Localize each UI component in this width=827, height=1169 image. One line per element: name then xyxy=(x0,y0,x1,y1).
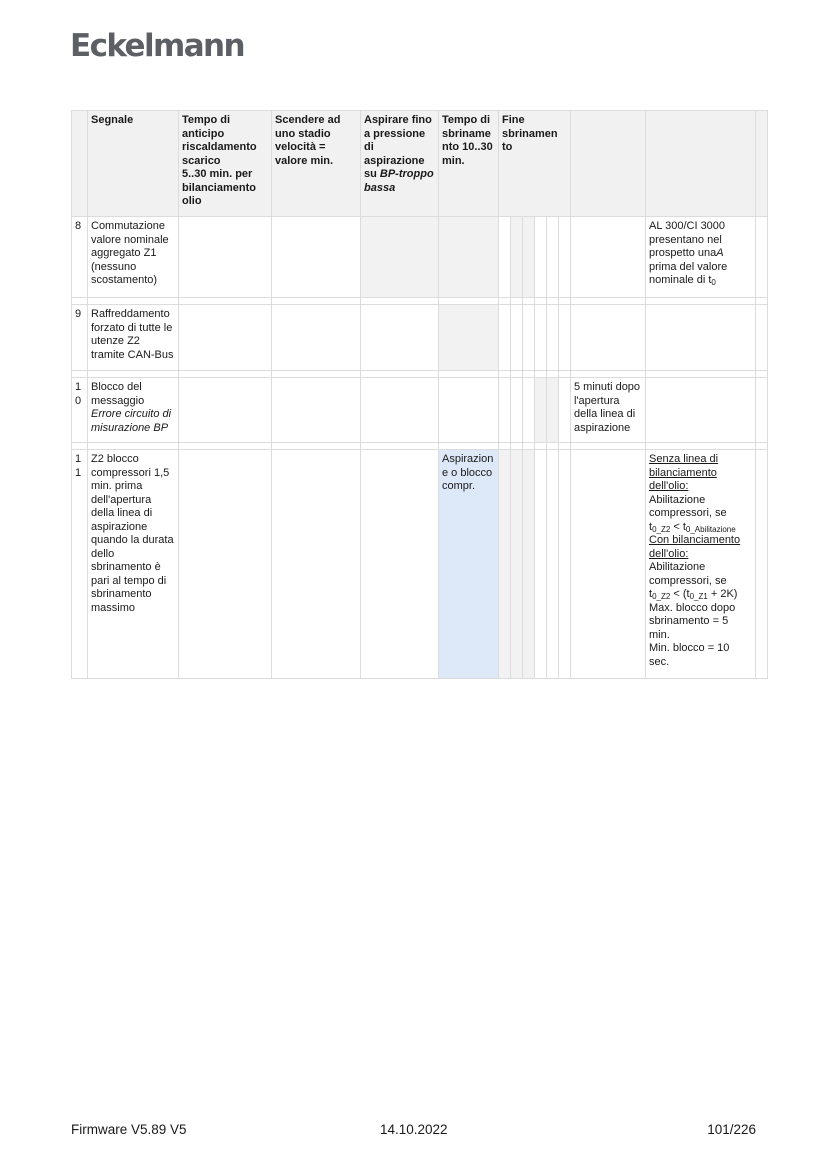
spacer-row xyxy=(72,371,768,378)
row-number: 8 xyxy=(72,217,88,298)
footer-firmware: Firmware V5.89 V5 xyxy=(71,1122,187,1137)
row-signal: Blocco del messaggio Errore circuito di misurazione BP xyxy=(88,378,179,443)
row-note: AL 300/CI 3000 presentano nel prospetto unaA prima del valore nominale di $t_0$ xyxy=(646,217,756,298)
table-row xyxy=(72,217,768,298)
table-header-row xyxy=(72,111,768,217)
spacer-row xyxy=(72,298,768,305)
row-signal: Commutazione valore nominale aggregato Z1 (nessuno scostamento) xyxy=(88,217,179,298)
header-defrost-time: Tempo di sbrinamento 10..30 min. xyxy=(439,111,499,217)
eckelmann-logo: Eckelmann xyxy=(70,28,244,64)
header-blank-2 xyxy=(756,111,768,217)
table-row xyxy=(72,378,768,443)
footer-date: 14.10.2022 xyxy=(380,1122,448,1137)
header-speed-stage: Scendere ad uno stadio velocità = valore min. xyxy=(272,111,361,217)
row-number: 1 0 xyxy=(72,378,88,443)
header-suction: Aspirare fino a pressione di aspirazione su BP-troppo bassa xyxy=(361,111,439,217)
header-blank-1 xyxy=(571,111,646,217)
header-preheat: Tempo di anticipo riscaldamento scarico 5..30 min. per bilanciamento olio xyxy=(179,111,272,217)
header-num xyxy=(72,111,88,217)
row-timing: 5 minuti dopo l'apertura della linea di aspirazione xyxy=(571,378,646,443)
footer-page-number: 101/226 xyxy=(707,1122,756,1137)
row-signal: Raffreddamento forzato di tutte le utenze Z2 tramite CAN-Bus xyxy=(88,305,179,371)
header-signal: Segnale xyxy=(88,111,179,217)
row-defrost-cell: Aspirazione o blocco compr. xyxy=(439,450,499,679)
signal-table xyxy=(71,110,768,679)
table-row xyxy=(72,305,768,371)
spacer-row xyxy=(72,443,768,450)
row-number: 1 1 xyxy=(72,450,88,679)
header-defrost-end: Fine sbrinamento xyxy=(499,111,571,217)
row-number: 9 xyxy=(72,305,88,371)
table-row xyxy=(72,450,768,679)
row-signal: Z2 blocco compressori 1,5 min. prima dell'apertura della linea di aspirazione quando la durata dello sbrinamento è pari al tempo di sbrinamento massimo xyxy=(88,450,179,679)
header-notes xyxy=(646,111,756,217)
row-note: Senza linea di bilanciamento dell'olio: Abilitazione compressori, se $t_{0\_Z2} < t_{0\_Abilitazione}$ Con bilanciamento dell'olio: Abilitazione compressori, se $t_{0\_Z2} < (t_{0\_Z1} + 2K)$ Max. blocco dopo sbrinamento = 5 min. Min. blocco = 10 sec. xyxy=(646,450,756,679)
